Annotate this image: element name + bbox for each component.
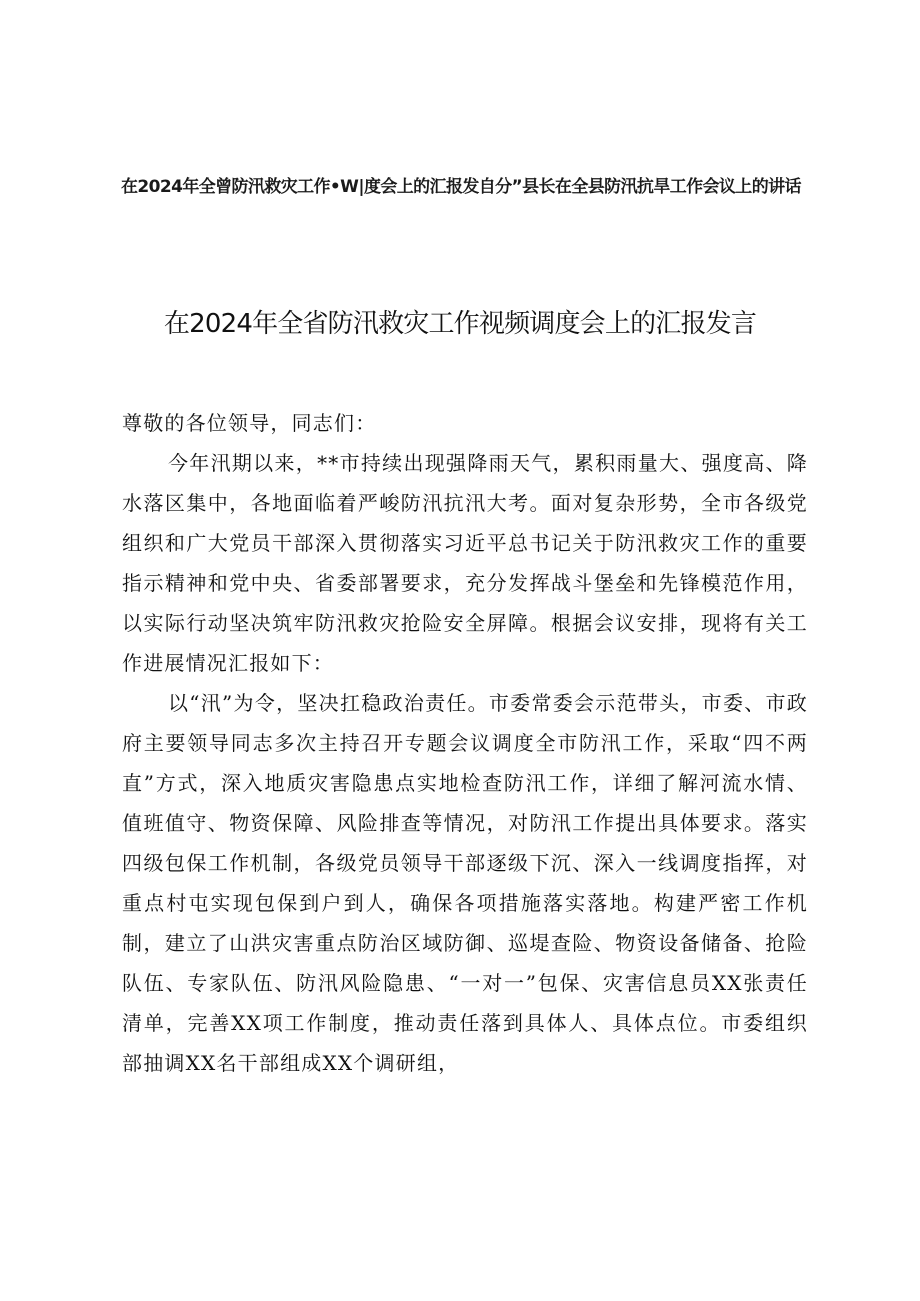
paragraph: 今年汛期以来，**市持续出现强降雨天气，累积雨量大、强度高、降水落区集中，各地面临着严峻防汛抗汛大考。面对复杂形势，全市各级党组织和广大党员干部深入贯彻落实习近平总书记关于防汛救灾工作的重要指示精神和党中央、省委部署要求，充分发挥战斗堡垒和先锋模范作用，以实际行动坚决筑牢防汛救灾抢险安全屏障。根据会议安排，现将有关工作进展情况汇报如下：	[122, 451, 808, 675]
document-body	[122, 403, 808, 1083]
document-title: 在2024年全省防汛救灾工作视频调度会上的汇报发言	[163, 309, 757, 339]
salutation: 尊敬的各位领导，同志们：	[122, 411, 377, 435]
paragraph: 以“汛”为令，坚决扛稳政治责任。市委常委会示范带头，市委、市政府主要领导同志多次主持召开专题会议调度全市防汛工作，采取“四不两直”方式，深入地质灾害隐患点实地检查防汛工作，详细了解河流水情、值班值守、物资保障、风险排查等情况，对防汛工作提出具体要求。落实四级包保工作机制，各级党员领导干部逐级下沉、深入一线调度指挥，对重点村屯实现包保到户到人，确保各项措施落实落地。构建严密工作机制，建立了山洪灾害重点防治区域防御、巡堤查险、物资设备储备、抢险队伍、专家队伍、防汛风险隐患、“一对一”包保、灾害信息员XX张责任清单，完善XX项工作制度，推动责任落到具体人、具体点位。市委组织部抽调XX名干部组成XX个调研组，	[122, 691, 808, 1075]
document-heading: 在2024年全曾防汛救灾工作•W|度会上的汇报发自分”县长在全县防汛抗旱工作会议上的讲话	[121, 177, 801, 197]
